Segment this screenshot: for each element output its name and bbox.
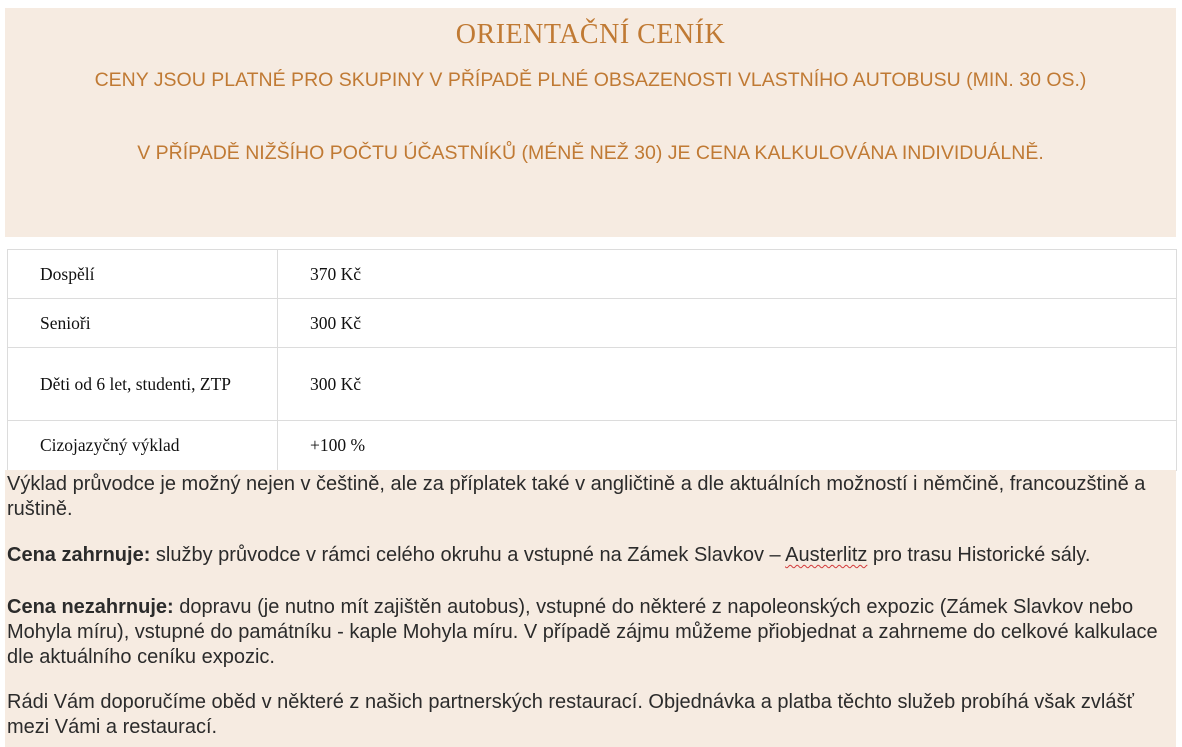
- excludes-label: Cena nezahrnuje:: [7, 596, 174, 618]
- individual-pricing-note: V PŘÍPADĚ NIŽŠÍHO POČTU ÚČASTNÍKŮ (MÉNĚ NEŽ 30) JE CENA KALKULOVÁNA INDIVIDUÁLNĚ.: [137, 142, 1044, 164]
- price-table: [7, 249, 1177, 471]
- table-row: [8, 348, 1177, 421]
- includes-text: služby průvodce v rámci celého okruhu a vstupné na Zámek Slavkov –: [150, 544, 786, 566]
- price-label: Děti od 6 let, studenti, ZTP: [8, 348, 278, 421]
- excludes-paragraph: [7, 595, 1172, 670]
- price-value: +100 %: [278, 421, 1177, 471]
- table-row: [8, 421, 1177, 471]
- includes-paragraph: [7, 543, 1172, 568]
- header-banner: [5, 8, 1176, 237]
- price-value: 300 Kč: [278, 348, 1177, 421]
- price-label: Senioři: [8, 299, 278, 348]
- excludes-text: dopravu (je nutno mít zajištěn autobus), vstupné do některé z napoleonských expozic (Zámek Slavkov nebo Mohyla míru), vstupné do památníku - kaple Mohyla míru. V případě zájmu můžeme přiobjednat a zahrneme do celkové kalkulace dle aktuálního ceníku expozic.: [7, 596, 1158, 668]
- price-label: Dospělí: [8, 250, 278, 299]
- table-row: [8, 299, 1177, 348]
- lunch-paragraph: Rádi Vám doporučíme oběd v některé z našich partnerských restaurací. Objednávka a platba těchto služeb probíhá však zvlášť mezi Vámi a restaurací.: [7, 691, 1134, 738]
- price-value: 370 Kč: [278, 250, 1177, 299]
- price-value: 300 Kč: [278, 299, 1177, 348]
- includes-text-end: pro trasu Historické sály.: [867, 544, 1091, 566]
- validity-note: CENY JSOU PLATNÉ PRO SKUPINY V PŘÍPADĚ PLNÉ OBSAZENOSTI VLASTNÍHO AUTOBUSU (MIN. 30 OS.): [94, 69, 1087, 91]
- includes-label: Cena zahrnuje:: [7, 544, 151, 566]
- spellcheck-word: Austerlitz: [785, 544, 868, 566]
- languages-paragraph: Výklad průvodce je možný nejen v češtině, ale za příplatek také v angličtině a dle aktuálních možností i němčině, francouzštině a ruštině.: [7, 473, 1146, 520]
- page-title: ORIENTAČNÍ CENÍK: [455, 19, 726, 50]
- table-row: [8, 250, 1177, 299]
- price-label: Cizojazyčný výklad: [8, 421, 278, 471]
